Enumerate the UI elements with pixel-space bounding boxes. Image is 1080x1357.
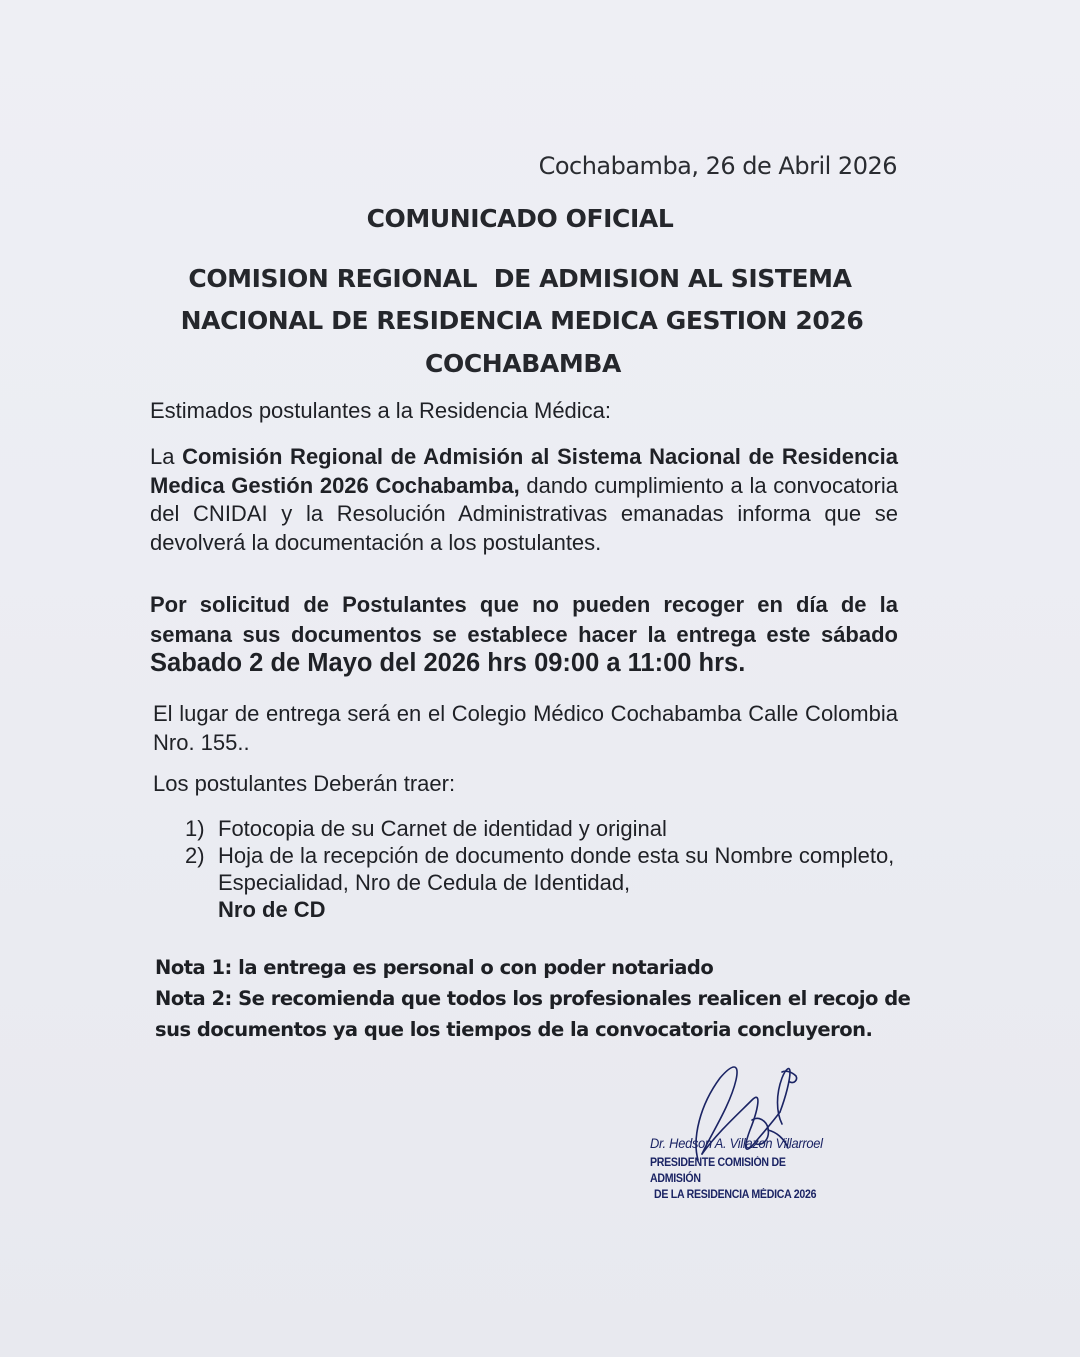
- list-item-number: 2): [185, 843, 205, 868]
- title-comision-line2: NACIONAL DE RESIDENCIA MEDICA GESTION 2026: [180, 306, 864, 335]
- list-item: [185, 815, 900, 842]
- greeting: Estimados postulantes a la Residencia Médica:: [150, 398, 612, 423]
- signature-role-line1: PRESIDENTE COMISIÓN DE ADMISIÓN: [650, 1157, 786, 1185]
- paragraph-delivery: [150, 590, 898, 679]
- paragraph-requirements-intro: Los postulantes Deberán traer:: [153, 771, 456, 796]
- list-item-bold-tail: Nro de CD: [218, 897, 326, 922]
- note-1: Nota 1: la entrega es personal o con poder notariado: [155, 956, 714, 979]
- paragraph-intro: [150, 443, 898, 557]
- signature-block: [650, 1135, 850, 1203]
- title-comunicado: COMUNICADO OFICIAL: [366, 204, 674, 233]
- paragraph-location: El lugar de entrega será en el Colegio Médico Cochabamba Calle Colombia Nro. 155..: [153, 701, 898, 755]
- date-line: Cochabamba, 26 de Abril 2026: [538, 152, 897, 180]
- list-item-number: 1): [185, 816, 205, 841]
- paragraph-delivery-date: Sabado 2 de Mayo del 2026 hrs 09:00 a 11:00 hrs.: [150, 649, 746, 677]
- note-2: Nota 2: Se recomienda que todos los profesionales realicen el recojo de sus documentos ya que los tiempos de la convocatoria concluyeron.: [155, 987, 911, 1041]
- paragraph-intro-rest: dando cumplimiento a la convocatoria del CNIDAI y la Resolución Administrativas emanadas informa que se devolverá la documentación a los postulantes.: [150, 472, 898, 555]
- list-item-text: Hoja de la recepción de documento donde esta su Nombre completo, Especialidad, Nro de Cedula de Identidad,: [218, 843, 895, 895]
- signature-role-line2: DE LA RESIDENCIA MÉDICA 2026: [654, 1189, 817, 1201]
- paragraph-intro-bold: Comisión Regional de Admisión al Sistema Nacional de Residencia Medica Gestión 2026 Cochabamba,: [150, 444, 898, 498]
- list-item-text-block: [218, 842, 900, 923]
- title-comision-line1: COMISION REGIONAL DE ADMISION AL SISTEMA: [188, 264, 852, 293]
- paragraph-intro-prefix: La: [150, 444, 183, 469]
- title-city: COCHABAMBA: [425, 349, 621, 378]
- signature-name: Dr. Hedson A. Villazon Villarroel: [650, 1135, 823, 1151]
- list-item: [185, 842, 900, 923]
- notes-block: [155, 952, 915, 1045]
- list-item-text: Fotocopia de su Carnet de identidad y original: [218, 816, 667, 841]
- requirements-list: [185, 815, 900, 923]
- paragraph-delivery-text: Por solicitud de Postulantes que no pueden recoger en día de la semana sus documentos se establece hacer la entrega este sábado: [150, 592, 898, 647]
